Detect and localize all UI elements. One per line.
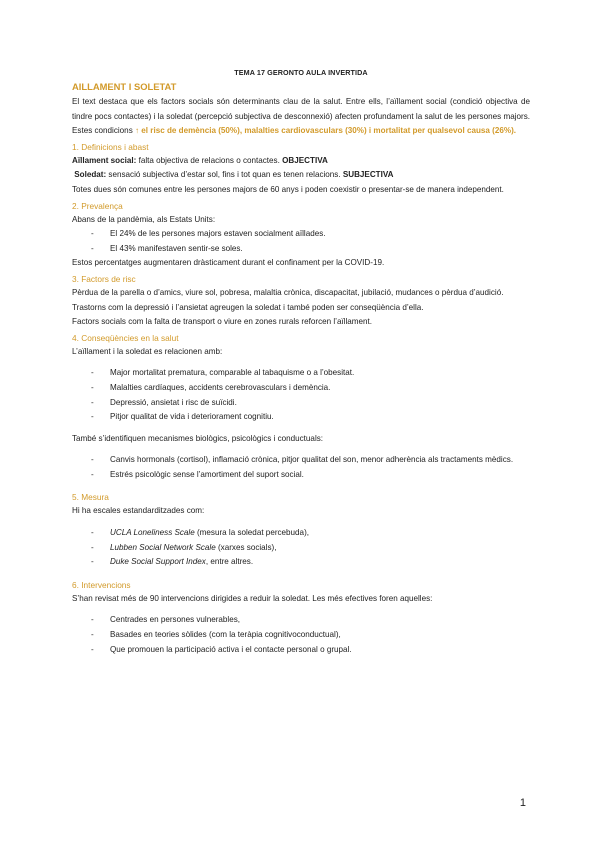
measurement-lead: Hi ha escales estandarditzades com:: [72, 506, 205, 516]
page-number: 1: [519, 797, 526, 809]
list-item: - Major mortalitat prematura, comparable al tabaquisme o a l’obesitat.: [72, 366, 530, 381]
section-heading-measurement: 5. Mesura: [72, 492, 109, 503]
list-item: - Estrés psicològic sense l’amortiment del suport social.: [72, 468, 530, 483]
document-title: TEMA 17 GERONTO AULA INVERTIDA: [234, 68, 368, 77]
scale-name: Lubben Social Network Scale: [110, 542, 216, 552]
risk-paragraph-1: Pèrdua de la parella o d’amics, viure sol, pobresa, malaltia crònica, discapacitat, jubilació, mudances o pèrdua d’audició.: [72, 287, 504, 297]
definition-text: sensació subjectiva d’estar sol, fins i tot quan es tenen relacions.: [106, 170, 343, 180]
prevalence-lead: Abans de la pandèmia, als Estats Units:: [72, 214, 216, 224]
list-item: [72, 555, 530, 570]
definitions-note: Totes dues són comunes entre les persones majors de 60 anys i poden coexistir o presentar-se de manera independent.: [72, 184, 504, 194]
section-heading-interventions: 6. Intervencions: [72, 579, 131, 590]
list-item: [72, 541, 530, 556]
main-heading: AILLAMENT I SOLETAT: [72, 81, 177, 92]
definition-text: falta objectiva de relacions o contactes.: [136, 155, 283, 165]
definition-tag: SUBJECTIVA: [342, 170, 394, 180]
list-item: - Que promouen la participació activa i el contacte personal o grupal.: [72, 643, 530, 658]
intro-highlight: ↑ el risc de demència (50%), malalties cardiovasculars (30%) i mortalitat per qualsevol causa (26%).: [135, 126, 517, 136]
scale-name: UCLA Loneliness Scale: [110, 528, 195, 538]
risk-paragraph-3: Factors socials com la falta de transport o viure en zones rurals reforcen l’aïllament.: [72, 317, 373, 327]
list-item: - El 43% manifestaven sentir-se soles.: [72, 242, 530, 257]
definition-term: Soledat:: [74, 170, 107, 180]
list-item: - Centrades en persones vulnerables,: [72, 613, 530, 628]
interventions-list: [72, 613, 530, 657]
prevalence-list: [72, 227, 530, 256]
document-page: [72, 68, 530, 657]
section-heading-definitions: 1. Definicions i abast: [72, 141, 149, 152]
scale-desc: (xarxes socials),: [215, 542, 277, 552]
mechanisms-list: [72, 453, 530, 482]
intro-paragraph: [72, 95, 530, 139]
section-heading-risk-factors: 3. Factors de risc: [72, 273, 136, 284]
list-item: [72, 526, 530, 541]
list-item: - Malalties cardíaques, accidents cerebrovasculars i demència.: [72, 381, 530, 396]
scale-desc: , entre altres.: [205, 557, 254, 567]
list-item: - Canvis hormonals (cortisol), inflamació crònica, pitjor qualitat del son, menor adherència als tractaments mèdics.: [72, 453, 530, 468]
definition-loneliness: [72, 168, 530, 183]
consequences-list: [72, 366, 530, 424]
list-item: - Depressió, ansietat i risc de suïcidi.: [72, 396, 530, 411]
list-item: - Basades en teories sòlides (com la teràpia cognitivoconductual),: [72, 628, 530, 643]
definition-term: Aïllament social:: [72, 155, 137, 165]
consequences-lead: L’aïllament i la soledat es relacionen amb:: [72, 346, 223, 356]
definition-isolation: [72, 154, 530, 169]
prevalence-after: Estos percentatges augmentaren dràsticament durant el confinament per la COVID-19.: [72, 258, 385, 268]
definition-tag: OBJECTIVA: [282, 155, 328, 165]
section-heading-prevalence: 2. Prevalença: [72, 200, 123, 211]
mechanisms-lead: També s’identifiquen mecanismes biològics, psicològics i conductuals:: [72, 433, 324, 443]
interventions-lead: S’han revisat més de 90 intervencions dirigides a reduir la soledat. Les més efectives foren aquelles:: [72, 593, 433, 603]
scale-desc: (mesura la soledat percebuda),: [194, 528, 310, 538]
risk-paragraph-2: Trastorns com la depressió i l’ansietat agreugen la soledat i també poden ser conseqüència d’ella.: [72, 302, 424, 312]
scales-list: [72, 526, 530, 570]
list-item: - El 24% de les persones majors estaven socialment aïllades.: [72, 227, 530, 242]
intro-text: El text destaca que els factors socials són determinants clau de la salut. Entre ells, l’aïllament social (condició objectiva de tindre pocs contactes) i la soledat (percepció subjectiva de desconnexió) afecten profundament la salut de les persones majors. Estes condicions: [72, 97, 530, 136]
section-heading-consequences: 4. Conseqüències en la salut: [72, 332, 179, 343]
scale-name: Duke Social Support Index: [110, 557, 206, 567]
list-item: - Pitjor qualitat de vida i deteriorament cognitiu.: [72, 410, 530, 425]
